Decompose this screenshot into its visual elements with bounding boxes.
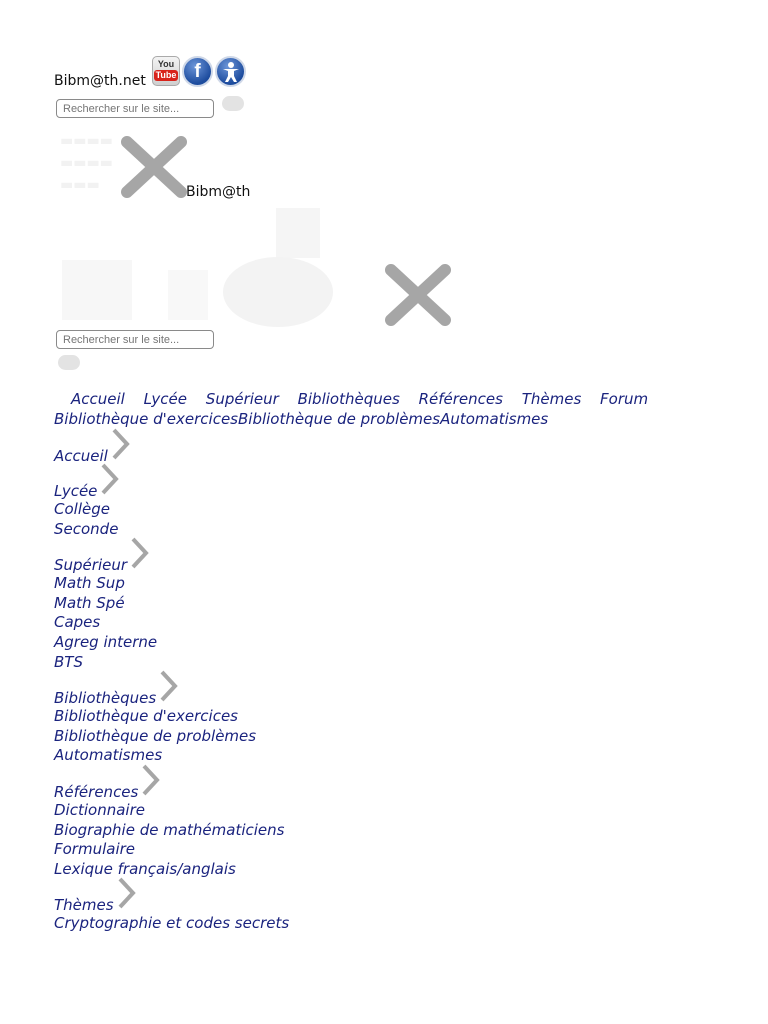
nav-accueil[interactable]: Accueil — [71, 390, 125, 408]
site-title[interactable]: Bibm@th.net — [54, 73, 146, 89]
menu-item[interactable]: Lexique français/anglais — [54, 859, 236, 878]
menu-heading[interactable]: Thèmes — [54, 896, 114, 915]
menu-section-themes — [54, 879, 289, 934]
youtube-icon-tube: Tube — [155, 70, 177, 80]
youtube-icon[interactable] — [152, 56, 180, 86]
chevron-right-icon[interactable] — [140, 763, 162, 797]
menu-item[interactable]: Capes — [54, 613, 101, 632]
nav-themes[interactable]: Thèmes — [521, 390, 582, 408]
close-icon-2[interactable] — [383, 262, 453, 328]
menu-section-bibliotheques — [54, 672, 289, 766]
menu-item[interactable]: Bibliothèque de problèmes — [54, 726, 257, 745]
search-button-main[interactable] — [58, 355, 80, 370]
menu-item[interactable]: BTS — [54, 652, 83, 671]
nav-superieur[interactable]: Supérieur — [205, 390, 279, 408]
social-links — [152, 56, 246, 87]
nav-sub-exercices[interactable]: Bibliothèque d'exercices — [54, 410, 238, 428]
menu-heading[interactable]: Lycée — [54, 482, 98, 500]
chevron-right-icon[interactable] — [129, 536, 151, 570]
search-input-top[interactable] — [56, 99, 214, 118]
nav-forum[interactable]: Forum — [600, 390, 649, 408]
top-navigation — [54, 390, 654, 408]
menu-item[interactable]: Seconde — [54, 519, 119, 538]
logo-label: Bibm@th — [186, 184, 251, 200]
chevron-right-icon[interactable] — [158, 669, 180, 703]
menu-item[interactable]: Collège — [54, 500, 110, 518]
menu-section-accueil — [54, 430, 289, 465]
search-input-main[interactable] — [56, 330, 214, 349]
chevron-right-icon[interactable] — [116, 876, 138, 910]
menu-item[interactable]: Automatismes — [54, 746, 163, 765]
search-button-top[interactable] — [222, 96, 244, 111]
chevron-right-icon[interactable] — [99, 462, 121, 496]
nav-sub-problemes[interactable]: Bibliothèque de problèmes — [237, 410, 441, 428]
menu-heading[interactable]: Bibliothèques — [54, 689, 157, 708]
facebook-icon[interactable]: f — [182, 56, 213, 87]
menu-item[interactable]: Formulaire — [54, 840, 136, 859]
menu-item[interactable]: Agreg interne — [54, 632, 158, 651]
submenu-row — [54, 410, 548, 428]
menu-item[interactable]: Dictionnaire — [54, 800, 145, 819]
accessibility-figure — [221, 61, 241, 83]
chevron-right-icon[interactable] — [110, 427, 132, 461]
menu-item[interactable]: Bibliothèque d'exercices — [54, 707, 238, 726]
menu-section-lycee — [54, 465, 289, 539]
menu-item[interactable]: Math Sup — [54, 574, 125, 593]
menu-section-superieur — [54, 539, 289, 672]
menu-item[interactable]: Cryptographie et codes secrets — [54, 914, 290, 933]
accessibility-icon[interactable] — [215, 56, 246, 87]
menu-heading[interactable]: Supérieur — [54, 556, 128, 575]
menu-section-references — [54, 766, 289, 879]
faint-logo-image — [58, 200, 388, 330]
nav-bibliotheques[interactable]: Bibliothèques — [297, 390, 400, 408]
menu-item[interactable]: Math Spé — [54, 593, 125, 612]
menu-heading[interactable]: Références — [54, 782, 139, 801]
nav-sub-automatismes[interactable]: Automatismes — [440, 410, 549, 428]
nav-lycee[interactable]: Lycée — [143, 390, 188, 408]
close-icon[interactable] — [119, 134, 189, 200]
side-menu — [54, 430, 289, 934]
menu-item[interactable]: Biographie de mathématiciens — [54, 820, 285, 839]
menu-heading[interactable]: Accueil — [54, 447, 108, 465]
faint-menu-text: ▬▬▬▬ ▬▬▬▬ ▬▬▬ — [60, 133, 113, 193]
youtube-icon-you: You — [157, 59, 175, 69]
nav-references[interactable]: Références — [418, 390, 503, 408]
